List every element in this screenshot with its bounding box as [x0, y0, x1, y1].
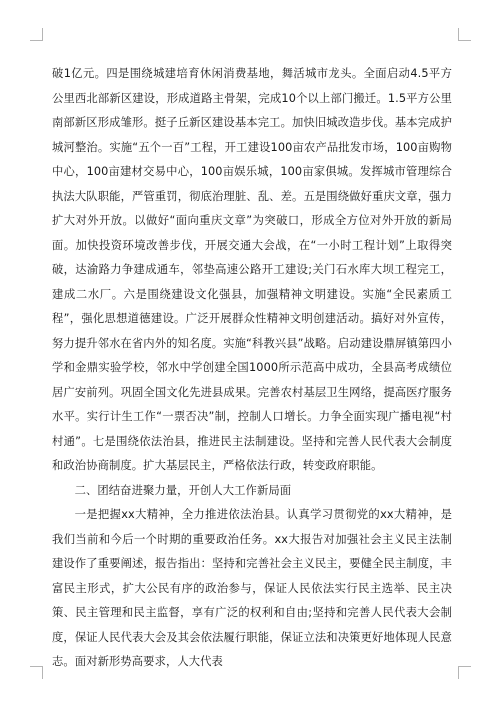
section-heading: 二、团结奋进聚力量，开创人大工作新局面 [74, 483, 292, 497]
crop-mark-bottom-left [30, 666, 43, 679]
paragraph-continuation: 破1亿元。四是围绕城建培育休闲消费基地，舞活城市龙头。全面启动4.5平方公里西北部新区建设，形成道路主骨架，完成10个以上部门搬迁。1.5平方公里南部新区形成雏形。挺子丘新区建设基本完工。加快旧城改造步伐。基本完成护城河整治。实施“五个一百”工程，开工建设100亩农产品批发市场，100亩购物中心，100亩建材交易中心，100亩娱乐城，100亩家俱城。发挥城市管理综合执法大队职能，严管重罚，彻底治理脏、乱、差。五是围绕做好重庆文章，强力扩大对外开放。以做好“面向重庆文章”为突破口，形成全方位对外开放的新局面。加快投资环境改善步伐，开展交通大会战，在“一小时工程计划”上取得突破，达渝路力争建成通车，邻垫高速公路开工建设;关门石水库大坝工程完工，建成二水厂。六是围绕建设文化强县，加强精神文明建设。实施“全民素质工程”，强化思想道德建设。广泛开展群众性精神文明创建活动。搞好对外宣传，努力提升邻水在省内外的知名度。实施“科教兴县”战略。启动建设鼎屏镇第四小学和金鼎实验学校，邻水中学创建全国1000所示范高中成功，全县高考成绩位居广安前列。巩固全国文化先进县成果。完善农村基层卫生网络，提高医疗服务水平。实行计生工作“一票否决”制，控制人口增长。力争全面实现广播电视“村村通”。七是围绕依法治县，推进民主法制建设。坚持和完善人民代表大会制度和政治协商制度。扩大基层民主，严格依法行政，转变政府职能。 [52, 67, 452, 472]
paragraph-section-two: 一是把握xx大精神，全力推进依法治县。认真学习贯彻党的xx大精神，是我们当前和今后一个时期的重要政治任务。xx大报告对加强社会主义民主法制建设作了重要阐述，报告指出：坚持和完善社会主义民主，要健全民主制度，丰富民主形式，扩大公民有序的政治参与，保证人民依法实行民主选举、民主决策、民主管理和民主监督，享有广泛的权利和自由;坚持和完善人民代表大会制度，保证人民代表大会及其会依法履行职能，保证立法和决策更好地体现人民意志。面对新形势高要求，人大代表 [52, 508, 452, 668]
crop-mark-top-right [458, 28, 471, 41]
document-body [52, 62, 452, 675]
crop-mark-top-left [30, 28, 43, 41]
crop-mark-bottom-right [458, 666, 471, 679]
